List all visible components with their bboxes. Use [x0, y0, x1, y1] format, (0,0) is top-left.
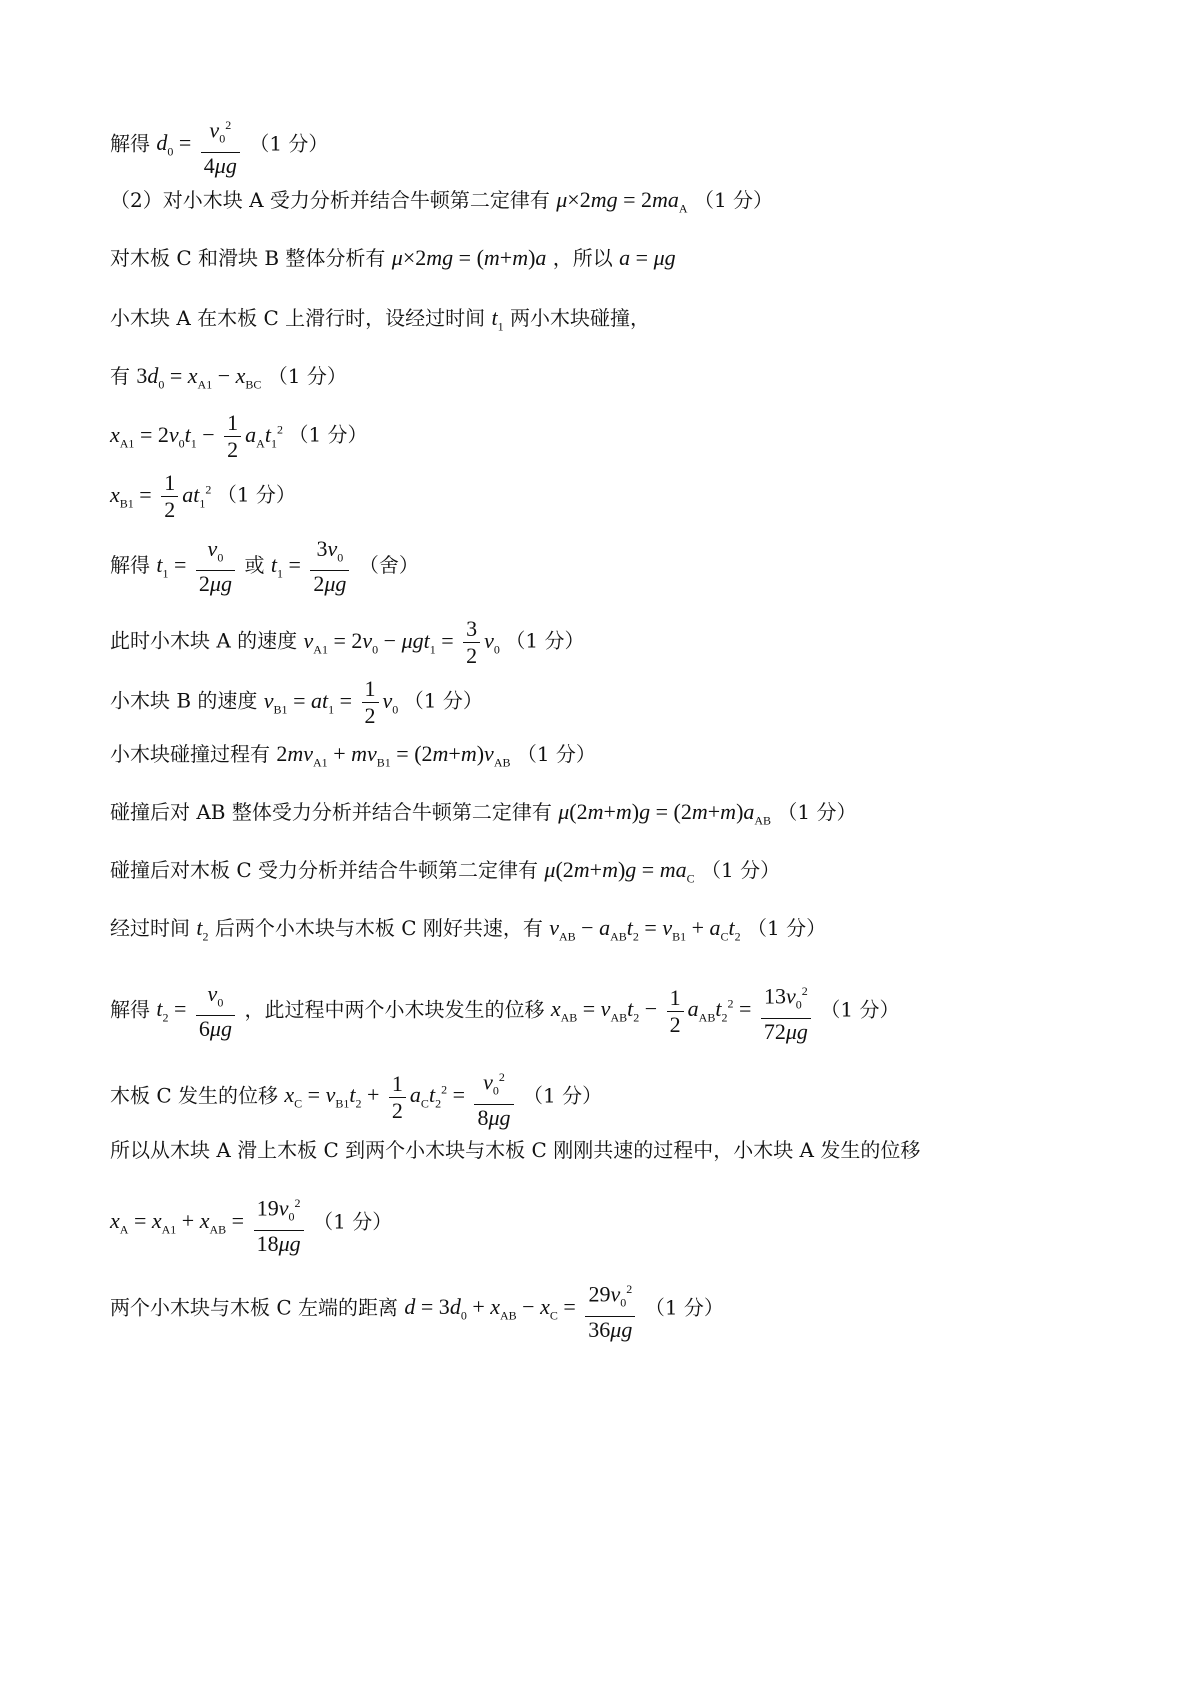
solution-line	[110, 470, 296, 523]
solution-line	[110, 798, 857, 834]
line-text: 碰撞后对 AB 整体受力分析并结合牛顿第二定律有	[110, 800, 552, 824]
score-note: （1 分）	[644, 1295, 724, 1320]
line-text: 所以从木块 A 滑上木板 C 到两个小木块与木板 C 刚刚共速的过程中，小木块 A 发生的位移	[110, 1138, 921, 1162]
score-note: （1 分）	[747, 916, 827, 940]
equation: $3d_0 = x_{A1} - x_{BC}$	[136, 363, 262, 392]
score-note: （1 分）	[693, 188, 774, 212]
equation: $t_1$ = $\frac{v_0}{2\mu g}$	[156, 552, 244, 577]
solution-line	[110, 1276, 724, 1343]
score-note: （1 分）	[216, 482, 296, 507]
equation: a = μg	[619, 245, 676, 270]
line-text: ，所以	[552, 246, 613, 270]
solution-line	[110, 1064, 602, 1131]
solution-line	[110, 304, 650, 340]
solution-line	[110, 244, 676, 272]
line-text: 或	[244, 552, 265, 577]
score-note: （1 分）	[505, 628, 585, 653]
equation: $d_0$ = $\frac{v_0^2}{4\mu g}$	[156, 130, 249, 155]
line-text: 碰撞后对木板 C 受力分析并结合牛顿第二定律有	[110, 858, 539, 882]
equation: $v_{AB} - a_{AB}t_2 = v_{B1} + a_Ct_2$	[549, 915, 741, 944]
line-text: 经过时间	[110, 916, 190, 940]
equation: $\mu(2m+m)g = ma_C$	[544, 857, 695, 886]
equation: $t_1$ = $\frac{3v_0}{2\mu g}$	[271, 552, 359, 577]
line-text: 解得	[110, 131, 150, 156]
equation: $x_A = x_{A1} + x_{AB}$ = $\frac{19v_0^2}{18\mu g}$	[110, 1208, 313, 1233]
solution-line	[110, 856, 780, 892]
line-text: 小木块碰撞过程有	[110, 742, 270, 766]
line-text: 小木块 A 在木板 C 上滑行时，设经过时间	[110, 306, 486, 330]
score-note: （1 分）	[516, 742, 596, 766]
equation: $x_C = v_{B1}t_2$ + $\frac{1}{2}$ $a_Ct_2^2$ = $\frac{v_0^2}{8\mu g}$	[284, 1082, 523, 1107]
score-note: （1 分）	[700, 858, 781, 882]
score-note: （1 分）	[313, 1209, 393, 1234]
score-note: （1 分）	[249, 131, 329, 156]
line-text: 对木板 C 和滑块 B 整体分析有	[110, 246, 386, 270]
score-note: （1 分）	[403, 688, 483, 713]
equation: $x_{AB} = v_{AB}t_2$ − $\frac{1}{2}$ $a_{AB}t_2^2$ = $\frac{13v_0^2}{72\mu g}$	[551, 996, 821, 1021]
equation: $v_{A1} = 2v_0 - \mu gt_1$ = $\frac{3}{2}$ $v_0$	[303, 616, 500, 668]
score-note: （1 分）	[777, 800, 857, 824]
line-text: 两个小木块与木板 C 左端的距离	[110, 1295, 399, 1320]
line-text: ，此过程中两个小木块发生的位移	[244, 997, 545, 1022]
solution-line	[110, 1136, 920, 1164]
equation: $x_{B1}$ = $\frac{1}{2}$ $at_1^2$	[110, 470, 212, 522]
equation: $\mu\times 2mg = 2ma_A$	[556, 187, 688, 216]
solution-line	[110, 410, 368, 463]
equation: $v_{B1} = at_1$ = $\frac{1}{2}$ $v_0$	[263, 676, 399, 728]
solution-line	[110, 616, 585, 669]
equation: $d = 3d_0 + x_{AB} - x_C$ = $\frac{29v_0^2}{36\mu g}$	[404, 1294, 644, 1319]
equation: $x_{A1} = 2v_0t_1$ − $\frac{1}{2}$ $a_At_1^2$	[110, 410, 283, 462]
score-note: （1 分）	[523, 1083, 603, 1108]
solution-line	[110, 186, 773, 222]
line-text: 后两个小木块与木板 C 刚好共速，有	[214, 916, 543, 940]
solution-line	[110, 362, 347, 398]
solution-line	[110, 978, 900, 1045]
line-text: （2）对小木块 A 受力分析并结合牛顿第二定律有	[110, 188, 550, 212]
score-note: （1 分）	[288, 422, 368, 447]
score-note: （1 分）	[267, 364, 347, 388]
line-text: 木板 C 发生的位移	[110, 1083, 279, 1108]
score-note: （舍）	[358, 552, 419, 577]
solution-line	[110, 676, 483, 729]
solution-line	[110, 740, 596, 776]
equation: μ×2mg = (m+m)a	[391, 245, 547, 270]
equation: $2mv_{A1} + mv_{B1} = (2m+m)v_{AB}$	[276, 741, 511, 770]
equation: $\mu(2m+m)g = (2m+m)a_{AB}$	[558, 799, 772, 828]
solution-line	[110, 914, 826, 950]
equation: $t_2$ = $\frac{v_0}{6\mu g}$	[156, 996, 244, 1021]
line-text: 解得	[110, 552, 150, 577]
solution-line	[110, 536, 419, 597]
line-text: 解得	[110, 997, 150, 1022]
line-text: 此时小木块 A 的速度	[110, 628, 298, 653]
line-text: 有	[110, 364, 130, 388]
solution-line	[110, 1190, 392, 1257]
line-text: 小木块 B 的速度	[110, 688, 258, 713]
line-text: 两小木块碰撞，	[510, 306, 651, 330]
score-note: （1 分）	[820, 997, 900, 1022]
solution-line	[110, 112, 328, 179]
equation: $t_2$	[196, 915, 209, 944]
equation: $t_1$	[491, 305, 504, 334]
